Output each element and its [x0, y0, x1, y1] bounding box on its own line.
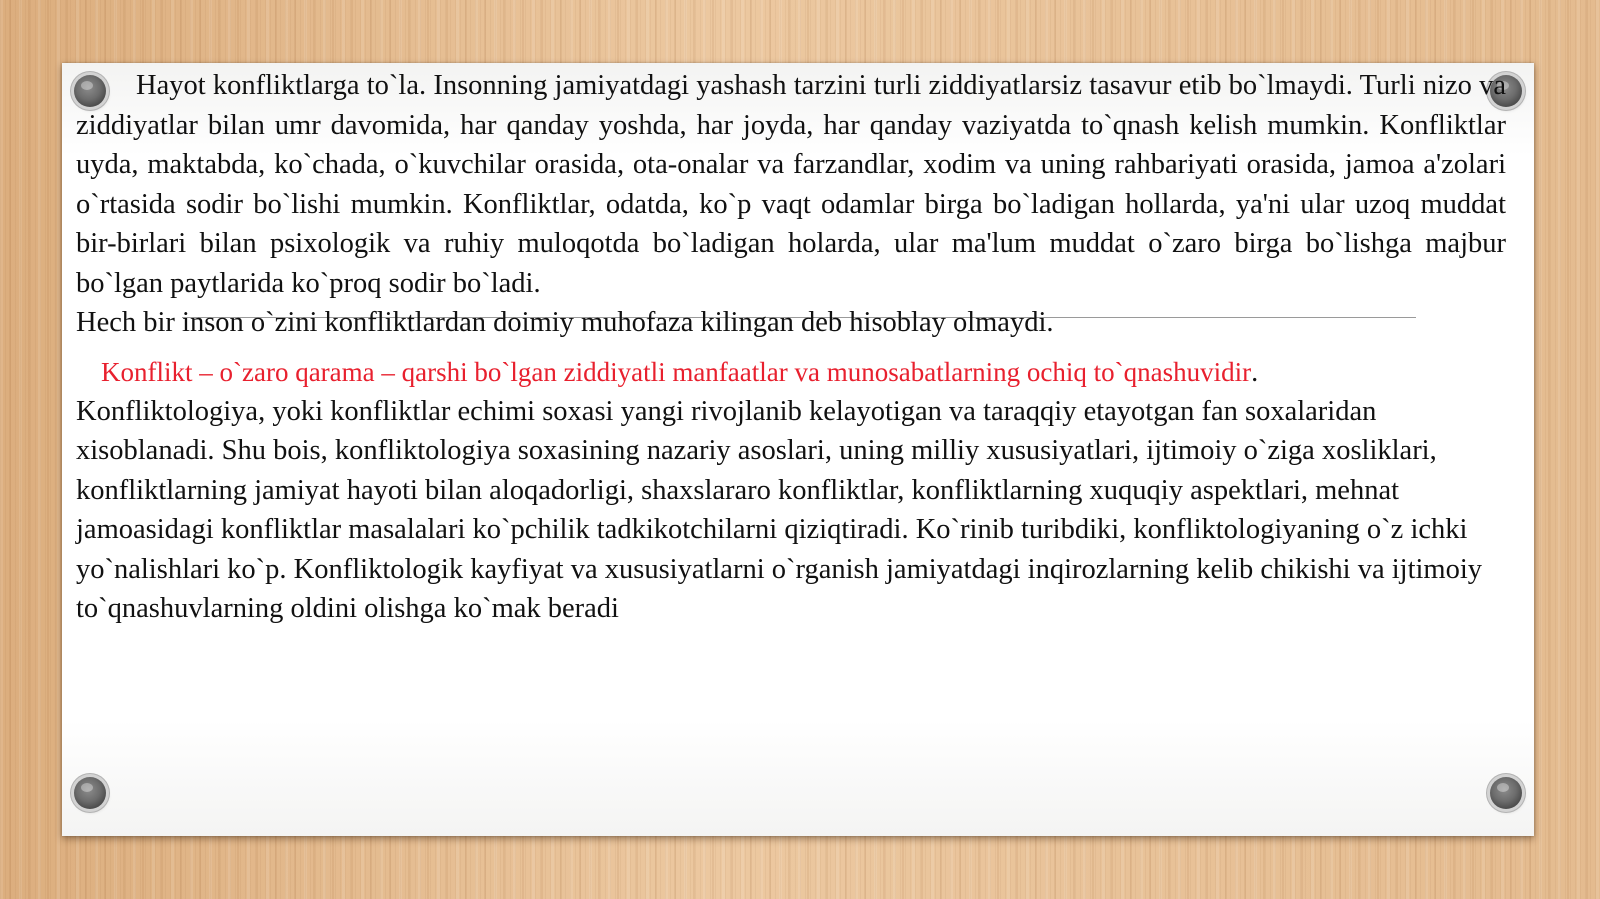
definition-text: Konflikt – o`zaro qarama – qarshi bo`lgan ziddiyatli manfaatlar va munosabatlarning ochiq to`qnashuvidir [101, 356, 1252, 387]
paragraph-statement: Hech bir inson o`zini konfliktlardan doimiy muhofaza kilingan deb hisoblay olmaydi. [76, 307, 1054, 338]
paragraph-conflictology: Konfliktologiya, yoki konfliktlar echimi soxasi yangi rivojlanib kelayotigan va taraqqiy etayotgan fan soxalaridan xisoblanadi. Shu bois, konfliktologiya soxasining nazariy asoslari, uning milliy xususiyatlari, ijtimoiy o`ziga xosliklari, konfliktlarning jamiyat hayoti bilan aloqadorligi, shaxslararo konfliktlar, konfliktlarning xuquqiy aspektlari, mehnat jamoasidagi konfliktlar masalalari ko`pchilik tadkikotchilarni qiziqtiradi. Ko`rinib turibdiki, konfliktologiyaning o`z ichki yo`nalishlari ko`p. Konfliktologik kayfiyat va xususiyatlarni o`rganish jamiyatdagi inqirozlarning kelib chikishi va ijtimoiy to`qnashuvlarning oldini olishga ko`mak beradi [76, 395, 1483, 624]
definition-line [76, 353, 1506, 392]
slide-text [76, 66, 1506, 629]
definition-period: . [1251, 356, 1259, 388]
pin-icon-bottom-right [1490, 777, 1522, 809]
pin-icon-bottom-left [74, 777, 106, 809]
paragraph-intro: Hayot konfliktlarga to`la. Insonning jamiyatdagi yashash tarzini turli ziddiyatlarsiz tasavur etib bo`lmaydi. Turli nizo va ziddiyatlar bilan umr davomida, har qanday yoshda, har joyda, har qanday vaziyatda to`qnash kelish mumkin. Konfliktlar uyda, maktabda, ko`chada, o`kuvchilar orasida, ota-onalar va farzandlar, xodim va uning rahbariyati orasida, jamoa a'zolari o`rtasida sodir bo`lishi mumkin. Konfliktlar, odatda, ko`p vaqt odamlar birga bo`ladigan hollarda, ya'ni ular uzoq muddat bir-birlari bilan psixologik va ruhiy muloqotda bo`ladigan holarda, ular ma'lum muddat o`zaro birga bo`lishga majbur bo`lgan paytlarida ko`proq sodir bo`ladi. [76, 70, 1506, 299]
paper-sheet [62, 63, 1534, 836]
